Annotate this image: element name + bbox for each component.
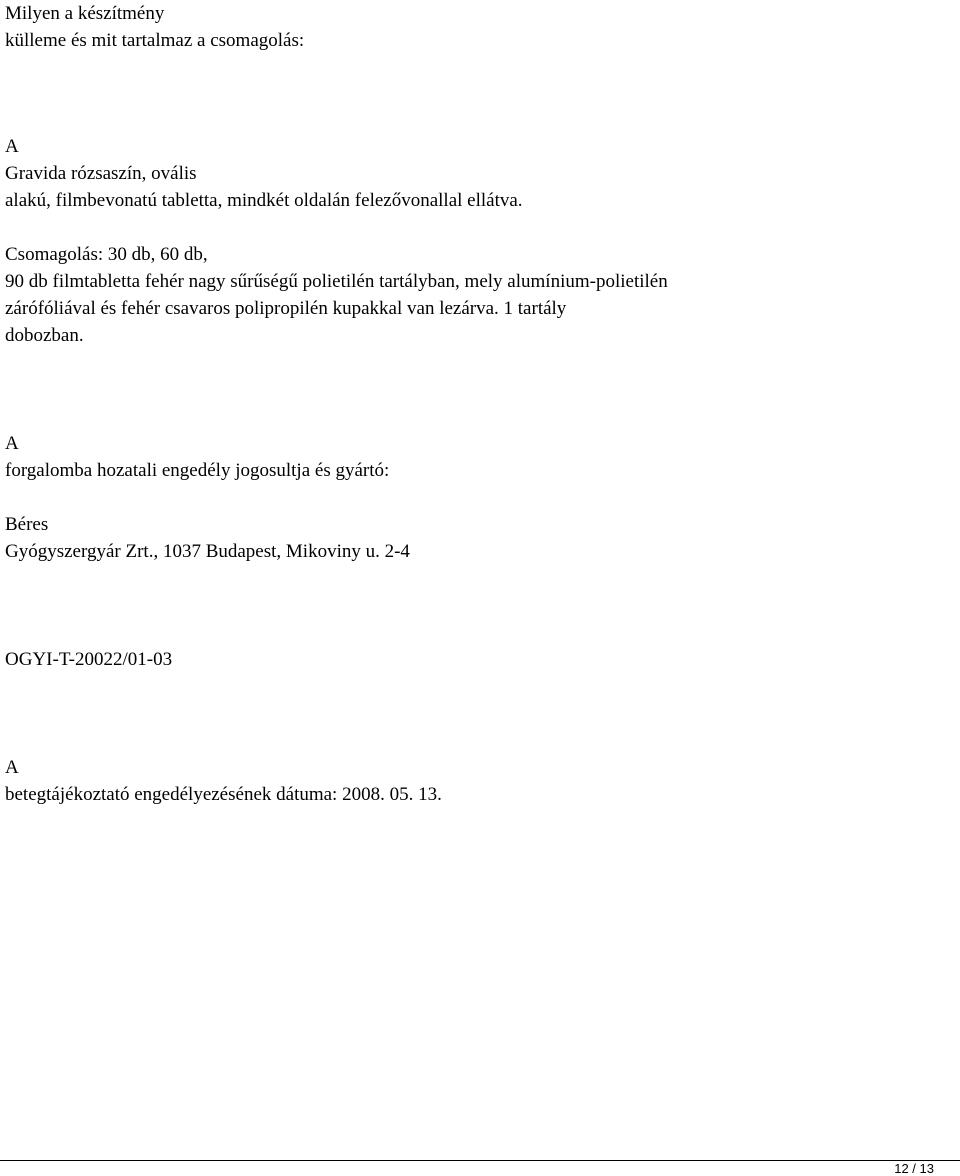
- appearance-line-3: alakú, filmbevonatú tabletta, mindkét oldalán felezővonallal ellátva.: [5, 190, 523, 211]
- holder-heading-line-1: A: [5, 433, 19, 454]
- approval-line-2: betegtájékoztató engedélyezésének dátuma: 2008. 05. 13.: [5, 784, 442, 805]
- packaging-line-2: 90 db filmtabletta fehér nagy sűrűségű polietilén tartályban, mely alumínium-polietilén: [5, 271, 668, 292]
- company-line-2: Gyógyszergyár Zrt., 1037 Budapest, Mikoviny u. 2-4: [5, 541, 410, 562]
- company-line-1: Béres: [5, 514, 49, 535]
- packaging-line-4: dobozban.: [5, 325, 84, 346]
- approval-line-1: A: [5, 757, 19, 778]
- holder-heading-line-2: forgalomba hozatali engedély jogosultja és gyártó:: [5, 460, 390, 481]
- page-number: 12 / 13: [894, 1161, 934, 1176]
- packaging-line-1: Csomagolás: 30 db, 60 db,: [5, 244, 208, 265]
- footer-divider: [0, 1160, 960, 1161]
- appearance-line-1: A: [5, 136, 19, 157]
- packaging-line-3: zárófóliával és fehér csavaros polipropilén kupakkal van lezárva. 1 tartály: [5, 298, 567, 319]
- packaging-heading-line-1: Milyen a készítmény: [5, 3, 165, 24]
- registration-number: OGYI-T-20022/01-03: [5, 649, 173, 670]
- packaging-heading-line-2: külleme és mit tartalmaz a csomagolás:: [5, 30, 305, 51]
- appearance-line-2: Gravida rózsaszín, ovális: [5, 163, 197, 184]
